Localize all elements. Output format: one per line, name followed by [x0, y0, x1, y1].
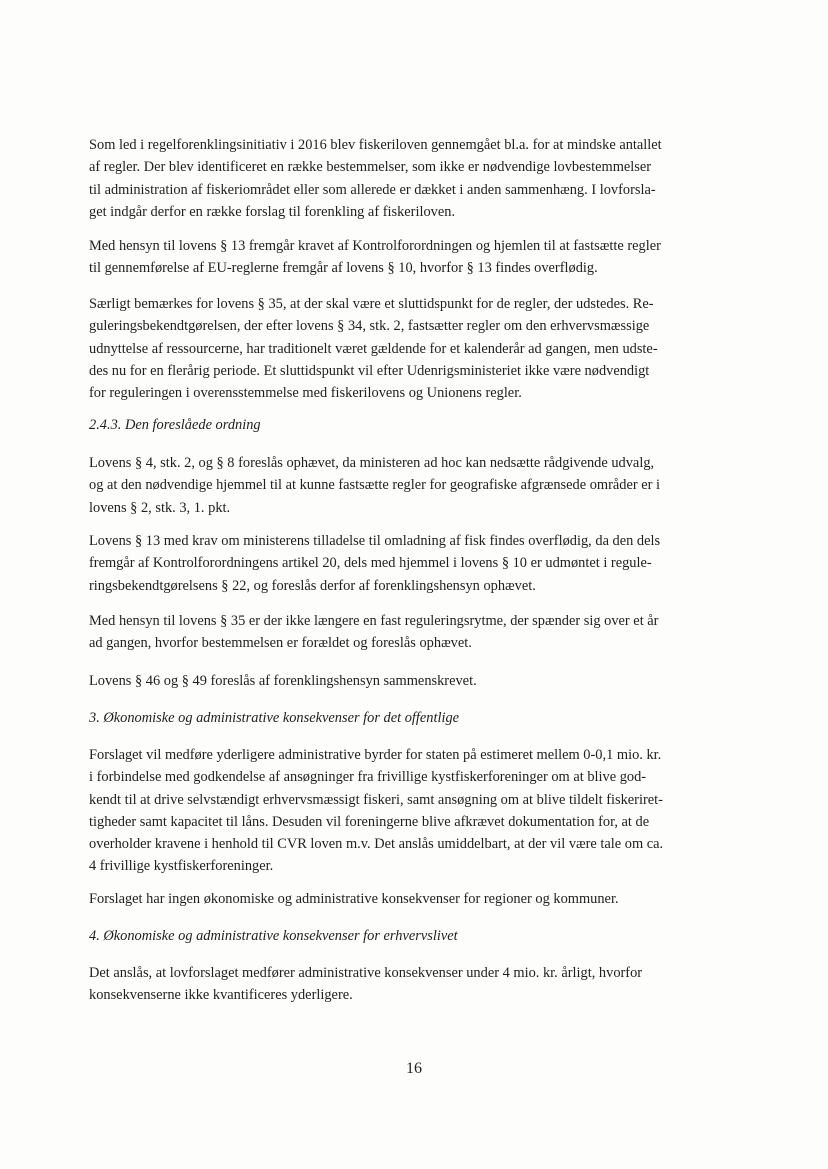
- text-line: Lovens § 13 med krav om ministerens tilladelse til omladning af fisk findes overflødig, da den dels: [89, 533, 661, 549]
- paragraph-konsekvenser-staten: [89, 744, 737, 878]
- text-line: og at den nødvendige hjemmel til at kunne fastsætte regler for geografiske afgrænsede områder er i: [89, 477, 661, 494]
- paragraph-regelforenkling: [89, 134, 737, 223]
- text-line: kendt til at drive selvstændigt erhvervsmæssigt fiskeri, samt ansøgning om at blive tildelt fiskeriret-: [89, 791, 663, 808]
- text-line: overholder kravene i henhold til CVR loven m.v. Det anslås umiddelbart, at der vil være tale om ca.: [89, 836, 664, 853]
- text-line: Lovens § 46 og § 49 foreslås af forenklingshensyn sammenskrevet.: [89, 673, 477, 689]
- paragraph-erhvervslivet: [89, 962, 737, 1007]
- section-heading-2-4-3: 2.4.3. Den foreslåede ordning: [89, 417, 261, 433]
- text-line: til gennemførelse af EU-reglerne fremgår af lovens § 10, hvorfor § 13 findes overflødig.: [89, 260, 598, 277]
- page-number: 16: [406, 1060, 422, 1077]
- text-line: ringsbekendtgørelsens § 22, og foreslås derfor af forenklingshensyn ophævet.: [89, 577, 536, 594]
- text-line: Med hensyn til lovens § 35 er der ikke længere en fast reguleringsrytme, der spænder sig over et år: [89, 613, 659, 629]
- paragraph-paragraf-35: [89, 293, 737, 404]
- text-line: fremgår af Kontrolforordningens artikel 20, dels med hjemmel i lovens § 10 er udmøntet i regule-: [89, 555, 652, 572]
- paragraph-omladning: [89, 530, 737, 597]
- text-line: get indgår derfor en række forslag til forenkling af fiskeriloven.: [89, 203, 456, 220]
- text-line: Særligt bemærkes for lovens § 35, at der skal være et sluttidspunkt for de regler, der udstedes. Re-: [89, 296, 654, 312]
- text-line: Forslaget vil medføre yderligere administrative byrder for staten på estimeret mellem 0-0,1 mio. kr.: [89, 747, 662, 763]
- text-line: udnyttelse af ressourcerne, har traditionelt været gældende for et kalenderår ad gangen, men udste-: [89, 340, 658, 357]
- text-line: til administration af fiskeriområdet eller som allerede er dækket i anden sammenhæng. I lovforsla-: [89, 181, 656, 198]
- paragraph-paragraf-4-og-8: [89, 452, 737, 519]
- text-line: guleringsbekendtgørelsen, der efter lovens § 34, stk. 2, fastsætter regler om den erhvervsmæssige: [89, 318, 650, 335]
- text-line: for reguleringen i overensstemmelse med fiskerilovens og Unionens regler.: [89, 385, 522, 402]
- text-line: des nu for en flerårig periode. Et sluttidspunkt vil efter Udenrigsministeriet ikke være nødvendigt: [89, 362, 650, 379]
- paragraph-paragraf-46-og-49: [89, 670, 737, 692]
- text-line: tigheder samt kapacitet til låns. Desuden vil foreningerne blive afkrævet dokumentation for, at de: [89, 813, 650, 830]
- text-line: Med hensyn til lovens § 13 fremgår kravet af Kontrolforordningen og hjemlen til at fastsætte regler: [89, 238, 661, 254]
- text-line: af regler. Der blev identificeret en række bestemmelser, som ikke er nødvendige lovbestemmelser: [89, 159, 652, 176]
- text-line: Forslaget har ingen økonomiske og administrative konsekvenser for regioner og kommuner.: [89, 891, 619, 907]
- text-line: Lovens § 4, stk. 2, og § 8 foreslås ophævet, da ministeren ad hoc kan nedsætte rådgivende udvalg,: [89, 455, 655, 471]
- text-line: i forbindelse med godkendelse af ansøgninger fra frivillige kystfiskerforeninger om at blive god-: [89, 769, 647, 786]
- text-line: konsekvenserne ikke kvantificeres yderligere.: [89, 987, 353, 1004]
- text-line: lovens § 2, stk. 3, 1. pkt.: [89, 499, 231, 516]
- paragraph-reguleringsrytme: [89, 610, 737, 655]
- text-line: 4 frivillige kystfiskerforeninger.: [89, 858, 274, 875]
- text-line: Som led i regelforenklingsinitiativ i 2016 blev fiskeriloven gennemgået bl.a. for at mindske antallet: [89, 137, 662, 153]
- paragraph-paragraf-13: [89, 235, 737, 280]
- text-line: Det anslås, at lovforslaget medfører administrative konsekvenser under 4 mio. kr. årligt, hvorfor: [89, 965, 643, 981]
- section-heading-3: 3. Økonomiske og administrative konsekvenser for det offentlige: [89, 710, 460, 726]
- text-line: ad gangen, hvorfor bestemmelsen er forældet og foreslås ophævet.: [89, 635, 472, 652]
- paragraph-regioner-og-kommuner: [89, 888, 737, 910]
- section-heading-4: 4. Økonomiske og administrative konsekvenser for erhvervslivet: [89, 928, 458, 944]
